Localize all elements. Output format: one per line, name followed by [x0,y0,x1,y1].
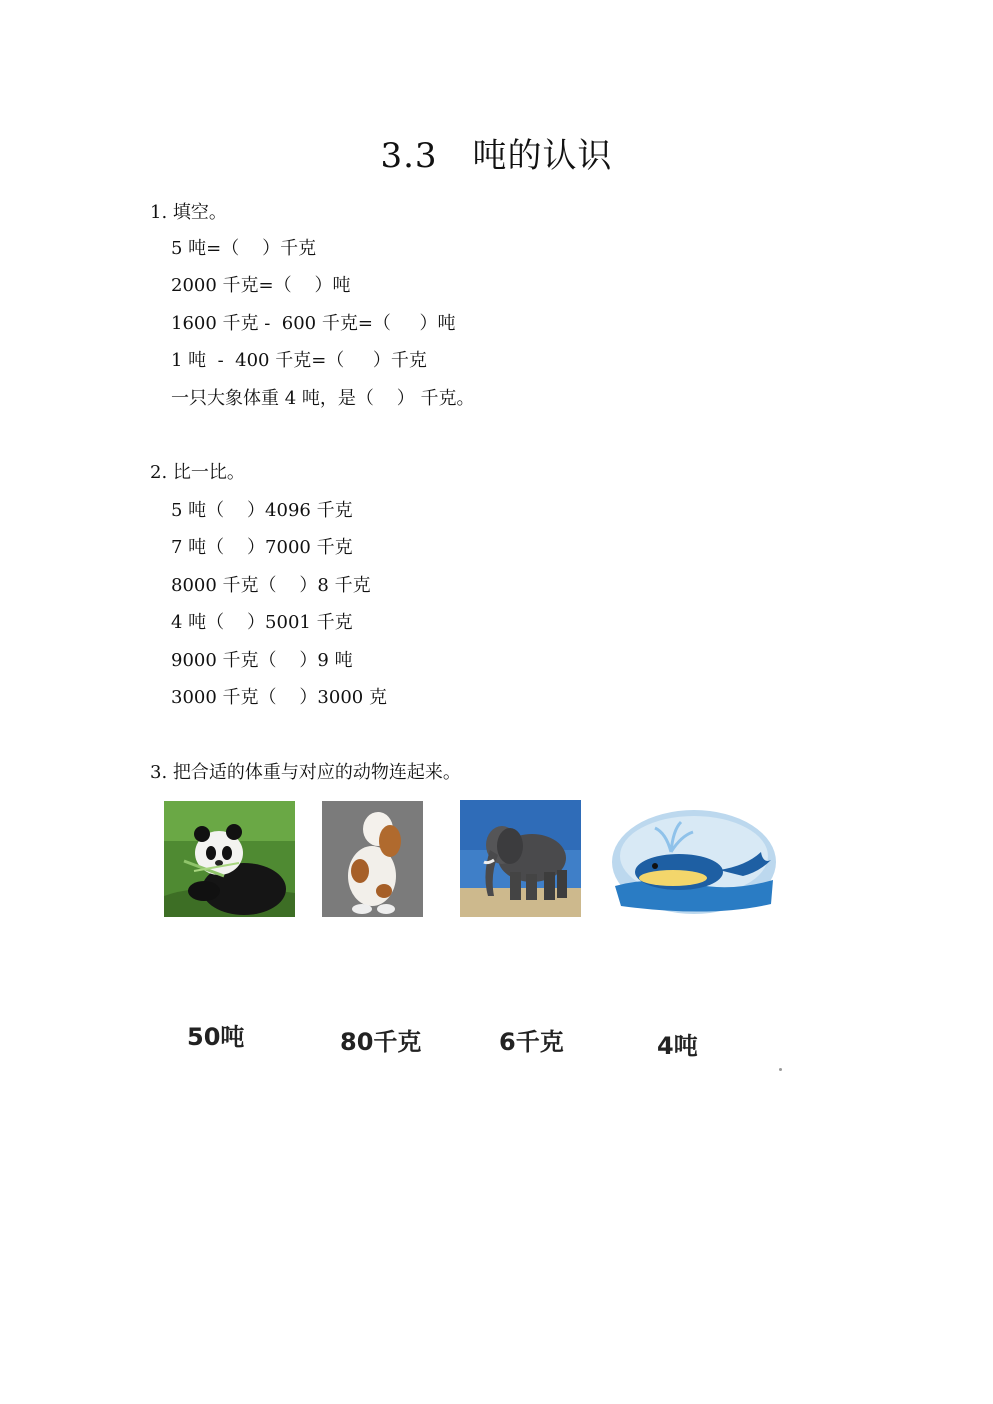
weight-label-80kg: 80千克 [340,1028,422,1056]
fill-blank-line-1: 5 吨=（ ）千克 [171,238,317,259]
panda-image [164,801,295,917]
compare-line-2: 7 吨（ ）7000 千克 [171,537,353,558]
whale-image [611,808,777,916]
compare-line-6: 3000 千克（ ）3000 克 [171,687,387,708]
weight-label-50t: 50吨 [187,1023,245,1051]
elephant-image [460,800,581,917]
fill-blank-line-4: 1 吨 - 400 千克=（ ）千克 [171,350,427,371]
weight-label-6kg: 6千克 [499,1028,564,1056]
compare-line-3: 8000 千克（ ）8 千克 [171,575,371,596]
section-3-heading: 3. 把合适的体重与对应的动物连起来。 [150,762,461,783]
section-1-heading: 1. 填空。 [150,202,227,223]
section-2-heading: 2. 比一比。 [150,462,245,483]
stray-mark [779,1068,782,1071]
fill-blank-line-5: 一只大象体重 4 吨，是（ ） 千克。 [171,388,475,409]
fill-blank-line-2: 2000 千克=（ ）吨 [171,275,351,296]
compare-line-5: 9000 千克（ ）9 吨 [171,650,353,671]
compare-line-1: 5 吨（ ）4096 千克 [171,500,353,521]
weight-label-4t: 4吨 [657,1032,698,1060]
fill-blank-line-3: 1600 千克 - 600 千克=（ ）吨 [171,313,456,334]
compare-line-4: 4 吨（ ）5001 千克 [171,612,353,633]
page-title: 3.3 吨的认识 [380,136,613,176]
dog-image [322,801,423,917]
